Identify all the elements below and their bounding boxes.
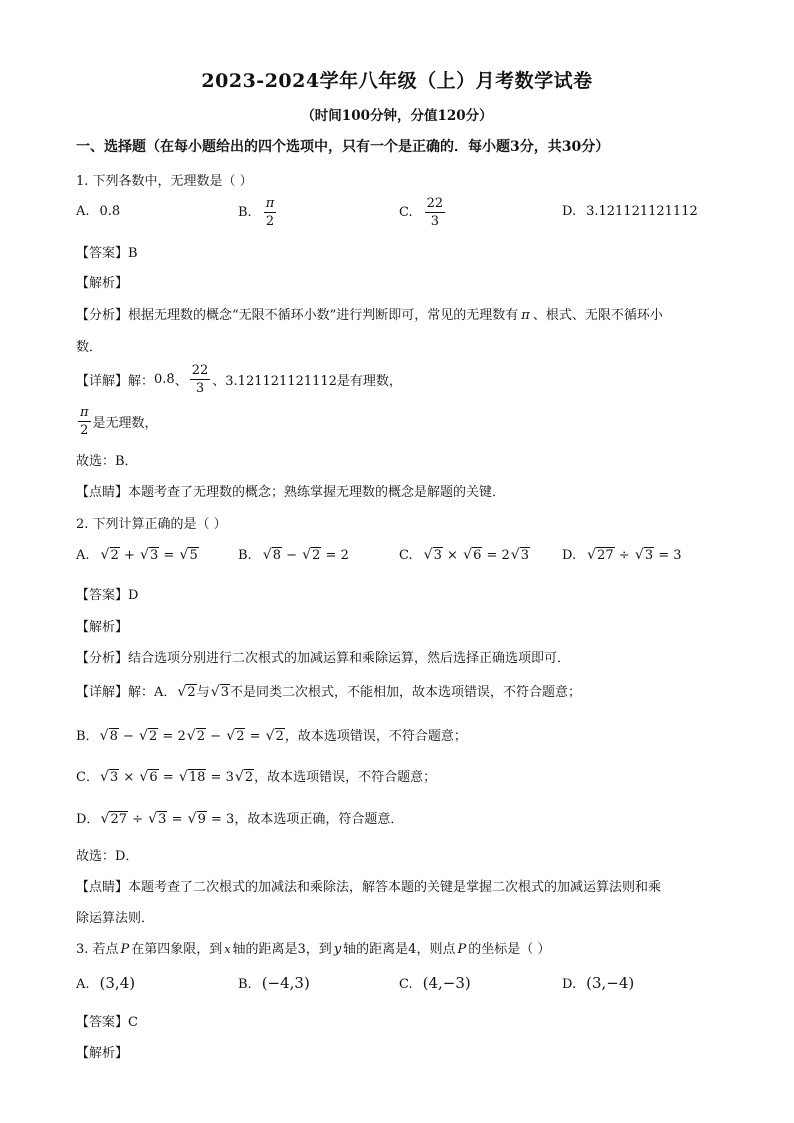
page-subtitle: （时间100分钟，分值120分）: [301, 108, 493, 124]
q3-option-d: D. (3,−4): [562, 974, 635, 992]
fraction: $\frac{\pi}{2}$: [265, 196, 275, 229]
q2-option-c: C.√ 3 × √ 6 = 2√ 3: [399, 548, 530, 563]
q1-option-c: [399, 195, 447, 230]
q1-option-a: [76, 204, 120, 219]
q2-option-a: A.√ 2 + √ 3 = √ 5: [76, 548, 199, 563]
option-value: 3.121121121112: [586, 204, 698, 219]
q3-jiexi: 【解析】: [76, 1046, 129, 1061]
q3-option-c: C. (4,−3): [399, 974, 471, 992]
q2-detail-d: D．√ 27 ÷ √ 3 = √ 9 = 3，故本选项正确，符合题意．: [76, 808, 403, 827]
q2-answer: 【答案】D: [76, 588, 139, 603]
q3-stem: 3. 若点 P 在第四象限，到 x 轴的距离是3，到 y 轴的距离是4，则点 P 的坐标是（ ）: [76, 942, 551, 957]
q1-detail: 【详解】解：0.8̇、 $\frac{22}{3}$ 、3.121121121112是有理数，: [76, 363, 402, 396]
option-label: B.: [238, 205, 252, 220]
q1-analysis: 【分析】根据无理数的概念“无限不循环小数”进行判断即可，常见的无理数有 π 、根式、无限不循环小: [76, 308, 663, 323]
q2-detail-c: C．√ 3 × √ 6 = √ 18 = 3√ 2，故本选项错误，不符合题意；: [76, 766, 436, 785]
section-heading: 一、选择题（在每小题给出的四个选项中，只有一个是正确的．每小题3分，共30分）: [76, 139, 610, 155]
q1-stem: 1. 下列各数中，无理数是（ ）: [76, 174, 253, 189]
q1-option-d: [562, 204, 698, 219]
option-value: 0.8̇: [99, 204, 121, 219]
q1-analysis-cont: 数．: [76, 340, 103, 355]
q3-answer: 【答案】C: [76, 1015, 138, 1030]
q2-detail-a: 【详解】解：A．√ 2与√ 3不是同类二次根式，不能相加，故本选项错误，不符合题意；: [76, 681, 581, 700]
q1-answer: 【答案】B: [76, 246, 138, 261]
option-label: C.: [399, 205, 413, 220]
q2-analysis: 【分析】结合选项分别进行二次根式的加减运算和乘除运算，然后选择正确选项即可．: [76, 651, 571, 666]
q2-option-b: B.√ 8 − √ 2 = 2: [238, 548, 349, 563]
page-title: 2023-2024学年八年级（上）月考数学试卷: [201, 70, 593, 92]
q2-comment-cont: 除运算法则．: [76, 911, 155, 926]
option-label: D.: [562, 204, 577, 219]
fraction: $\frac{22}{3}$: [426, 196, 444, 229]
q3-option-a: A. (3,4): [76, 974, 136, 992]
q2-detail-b: B．√ 8 − √ 2 = 2√ 2 − √ 2 = √ 2，故本选项错误，不符合题意；: [76, 725, 467, 744]
q2-jiexi: 【解析】: [76, 620, 129, 635]
q1-jiexi: 【解析】: [76, 276, 129, 291]
q1-detail-2: $\frac{\pi}{2}$ 是无理数，: [80, 405, 158, 438]
q2-select: 故选：D．: [76, 849, 139, 864]
q3-option-b: B. (−4,3): [238, 974, 310, 992]
q2-comment: 【点睛】本题考查了二次根式的加减法和乘除法，解答本题的关键是掌握二次根式的加减运算法则和乘: [76, 880, 662, 895]
q1-comment: 【点睛】本题考查了无理数的概念；熟练掌握无理数的概念是解题的关键．: [76, 485, 506, 500]
q2-option-d: D.√ 27 ÷ √ 3 = 3: [562, 548, 682, 563]
q2-stem: 2. 下列计算正确的是（ ）: [76, 517, 227, 532]
option-label: A.: [76, 204, 90, 219]
q1-select: 故选：B．: [76, 454, 138, 469]
q1-option-b: [238, 195, 278, 230]
